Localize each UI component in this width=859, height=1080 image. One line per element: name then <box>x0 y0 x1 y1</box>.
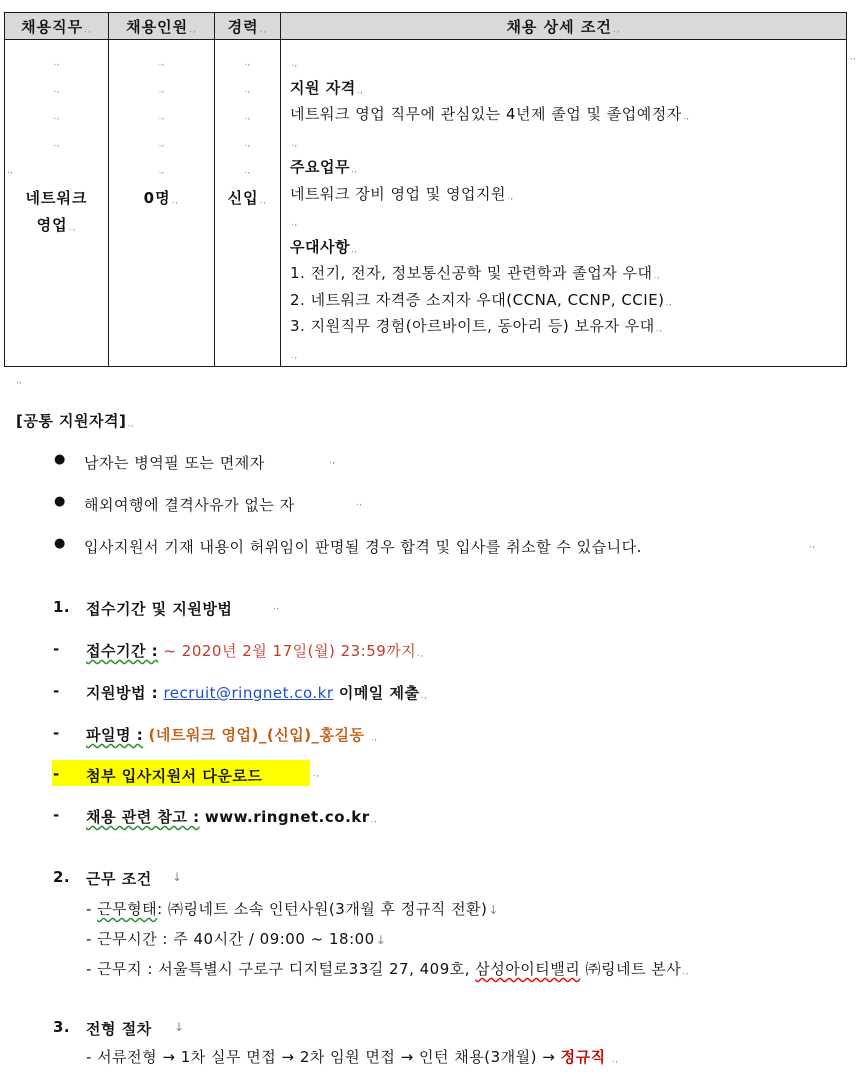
cell-job: ., ., ., ., ., 네트워크 영업., <box>5 40 109 367</box>
detail-line: 2. 네트워크 자격증 소지자 우대(CCNA, CCNP, CCIE)., <box>290 290 673 309</box>
work-hours: - 근무시간 : 주 40시간 / 09:00 ~ 18:00↓ <box>86 930 387 948</box>
career-level: 신입 <box>227 189 259 207</box>
detail-line: ., <box>291 59 298 69</box>
work-type: - 근무형태: ㈜링네트 소속 인턴사원(3개월 후 정규직 전환)↓ <box>86 900 499 918</box>
bullet-icon: ● <box>54 452 66 467</box>
bullet-icon: ● <box>54 536 66 551</box>
email-link[interactable]: recruit@ringnet.co.kr <box>163 684 334 702</box>
detail-heading: 지원 자격., <box>290 78 364 97</box>
detail-heading: 주요업무., <box>290 158 358 176</box>
recruitment-table <box>4 12 847 367</box>
job-title-line1: 네트워크 <box>25 189 88 207</box>
table-row <box>5 40 847 367</box>
attachment-download-link[interactable]: 첨부 입사지원서 다운로드 <box>86 767 263 785</box>
detail-line: 네트워크 영업 직무에 관심있는 4년제 졸업 및 졸업예정자., <box>290 105 690 123</box>
detail-line: 3. 지원직무 경험(아르바이트, 동아리 등) 보유자 우대., <box>290 317 663 335</box>
cell-details <box>281 40 847 367</box>
bullet-icon: ● <box>54 494 66 509</box>
detail-line: ., <box>291 350 298 361</box>
final-step: 정규직 <box>560 1048 606 1066</box>
header-career: 경력., <box>215 13 281 40</box>
detail-line: ., <box>291 138 298 149</box>
header-job: 채용직무., <box>5 13 109 40</box>
header-count: 채용인원., <box>109 13 215 40</box>
detail-heading: 우대사항., <box>290 237 358 256</box>
header-details: 채용 상세 조건., <box>281 13 847 40</box>
cell-count: ., ., ., ., ., 0명., <box>109 40 215 367</box>
detail-line: 네트워크 장비 영업 및 영업지원., <box>290 184 514 203</box>
cell-career: ., ., ., ., ., 신입., <box>215 40 281 367</box>
selection-steps: - 서류전형 → 1차 실무 면접 → 2차 임원 면접 → 인턴 채용(3개월) → 정규직 ., <box>86 1048 619 1066</box>
job-title-line2: 영업 <box>36 216 68 234</box>
detail-line: ., <box>291 218 298 228</box>
hire-count: 0명 <box>143 189 171 207</box>
detail-line: 1. 전기, 전자, 정보통신공학 및 관련학과 졸업자 우대., <box>290 264 661 282</box>
common-title: [공통 지원자격]., <box>16 412 135 430</box>
work-place: - 근무지 : 서울특별시 구로구 디지털로33길 27, 409호, 삼성아이티밸리 ㈜링네트 본사., <box>86 960 689 978</box>
website-link[interactable]: www.ringnet.co.kr <box>204 808 370 826</box>
table-header-row <box>5 13 847 40</box>
